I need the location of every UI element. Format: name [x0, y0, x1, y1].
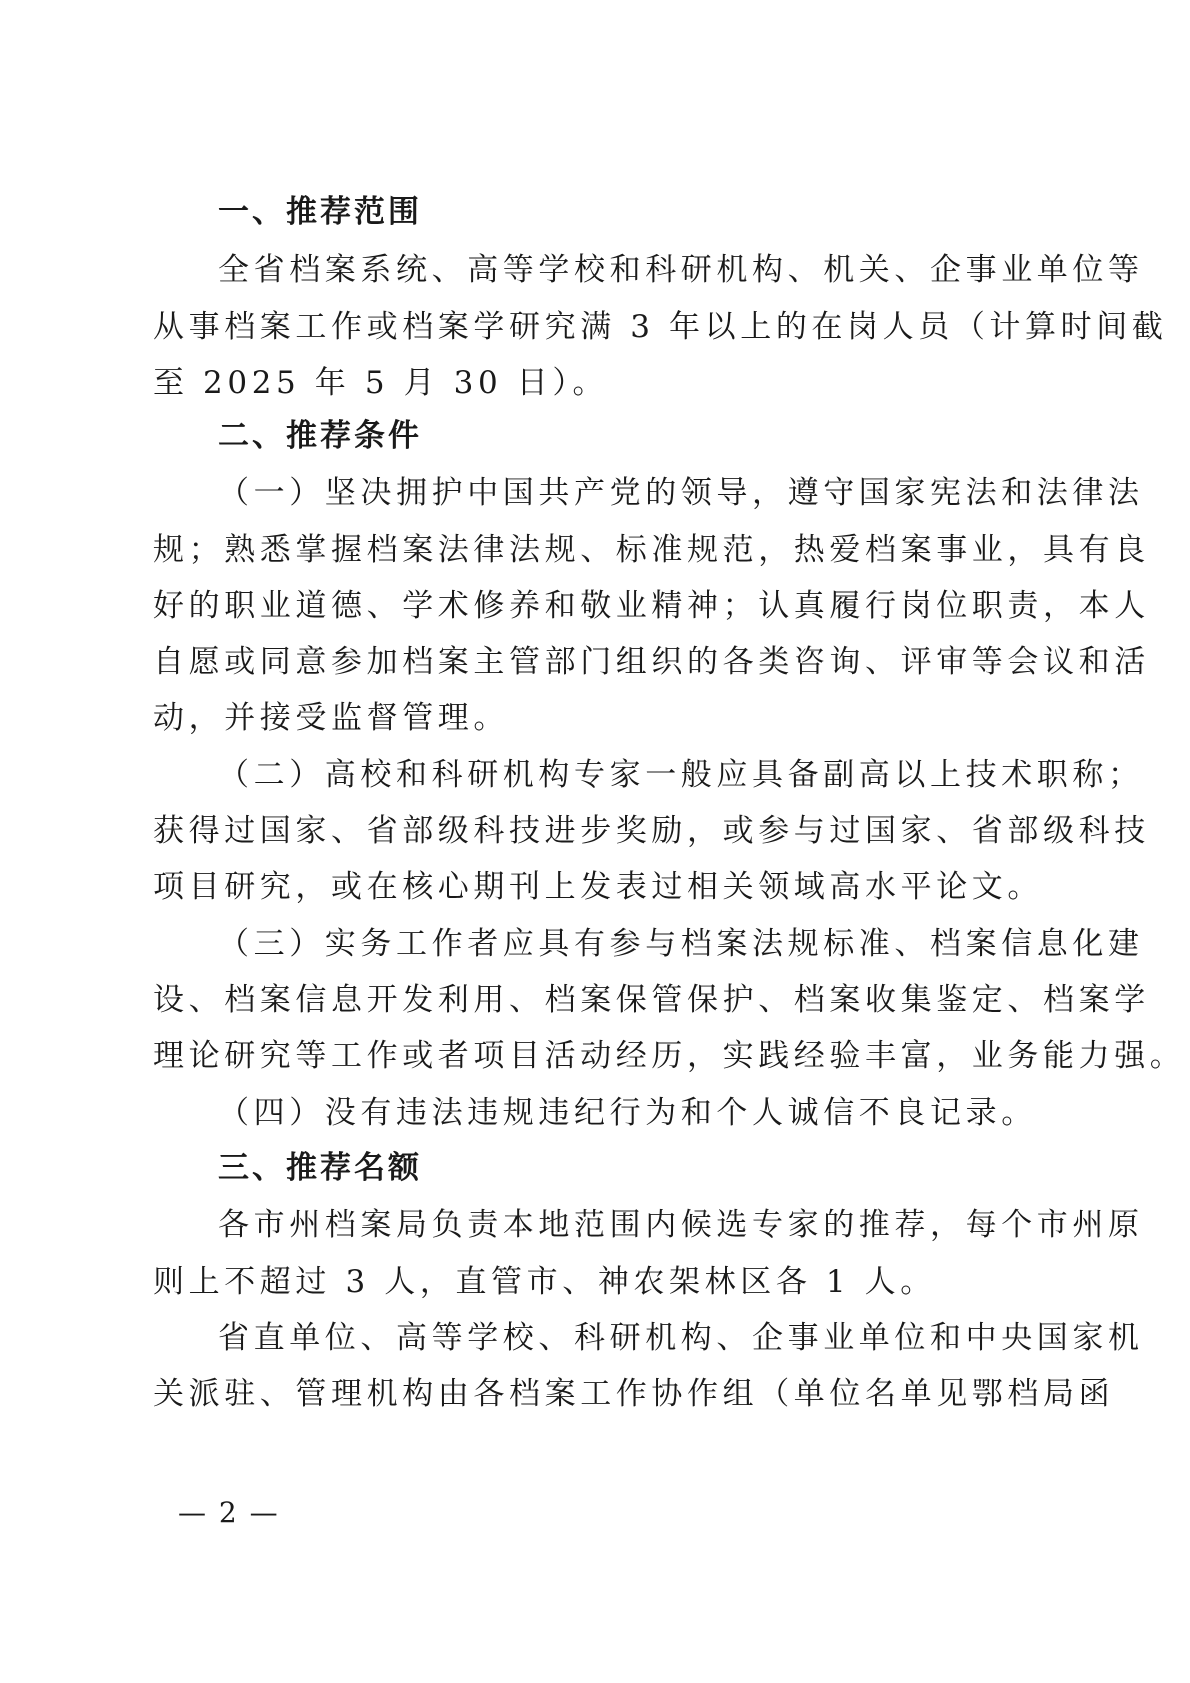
- paragraph-line: 则上不超过 3 人，直管市、神农架林区各 1 人。: [153, 1264, 936, 1300]
- paragraph-line: 规；熟悉掌握档案法律法规、标准规范，热爱档案事业，具有良: [153, 532, 1150, 568]
- paragraph-line: 省直单位、高等学校、科研机构、企事业单位和中央国家机: [218, 1320, 1144, 1356]
- paragraph-line: 从事档案工作或档案学研究满 3 年以上的在岗人员（计算时间截: [153, 309, 1168, 345]
- paragraph-line: 动，并接受监督管理。: [153, 700, 509, 736]
- paragraph-line: 各市州档案局负责本地范围内候选专家的推荐，每个市州原: [218, 1207, 1144, 1243]
- page-number: — 2 —: [178, 1496, 280, 1529]
- paragraph-line: 理论研究等工作或者项目活动经历，实践经验丰富，业务能力强。: [153, 1038, 1186, 1074]
- paragraph-line: 关派驻、管理机构由各档案工作协作组（单位名单见鄂档局函: [153, 1376, 1115, 1412]
- paragraph-line: 项目研究，或在核心期刊上发表过相关领域高水平论文。: [153, 869, 1043, 905]
- section-heading-recommend-conditions: 二、推荐条件: [218, 418, 422, 454]
- paragraph-line: 全省档案系统、高等学校和科研机构、机关、企事业单位等: [218, 252, 1144, 288]
- section-heading-recommend-scope: 一、推荐范围: [218, 194, 422, 230]
- paragraph-line: （四）没有违法违规违纪行为和个人诚信不良记录。: [218, 1095, 1037, 1131]
- paragraph-line: 获得过国家、省部级科技进步奖励，或参与过国家、省部级科技: [153, 813, 1150, 849]
- paragraph-line: （一）坚决拥护中国共产党的领导，遵守国家宪法和法律法: [218, 475, 1144, 511]
- paragraph-line: 至 2025 年 5 月 30 日）。: [153, 365, 609, 401]
- paragraph-line: 设、档案信息开发利用、档案保管保护、档案收集鉴定、档案学: [153, 982, 1150, 1018]
- section-heading-recommend-quota: 三、推荐名额: [218, 1150, 422, 1186]
- paragraph-line: 自愿或同意参加档案主管部门组织的各类咨询、评审等会议和活: [153, 644, 1150, 680]
- paragraph-line: （三）实务工作者应具有参与档案法规标准、档案信息化建: [218, 926, 1144, 962]
- paragraph-line: 好的职业道德、学术修养和敬业精神；认真履行岗位职责，本人: [153, 588, 1150, 624]
- paragraph-line: （二）高校和科研机构专家一般应具备副高以上技术职称；: [218, 757, 1144, 793]
